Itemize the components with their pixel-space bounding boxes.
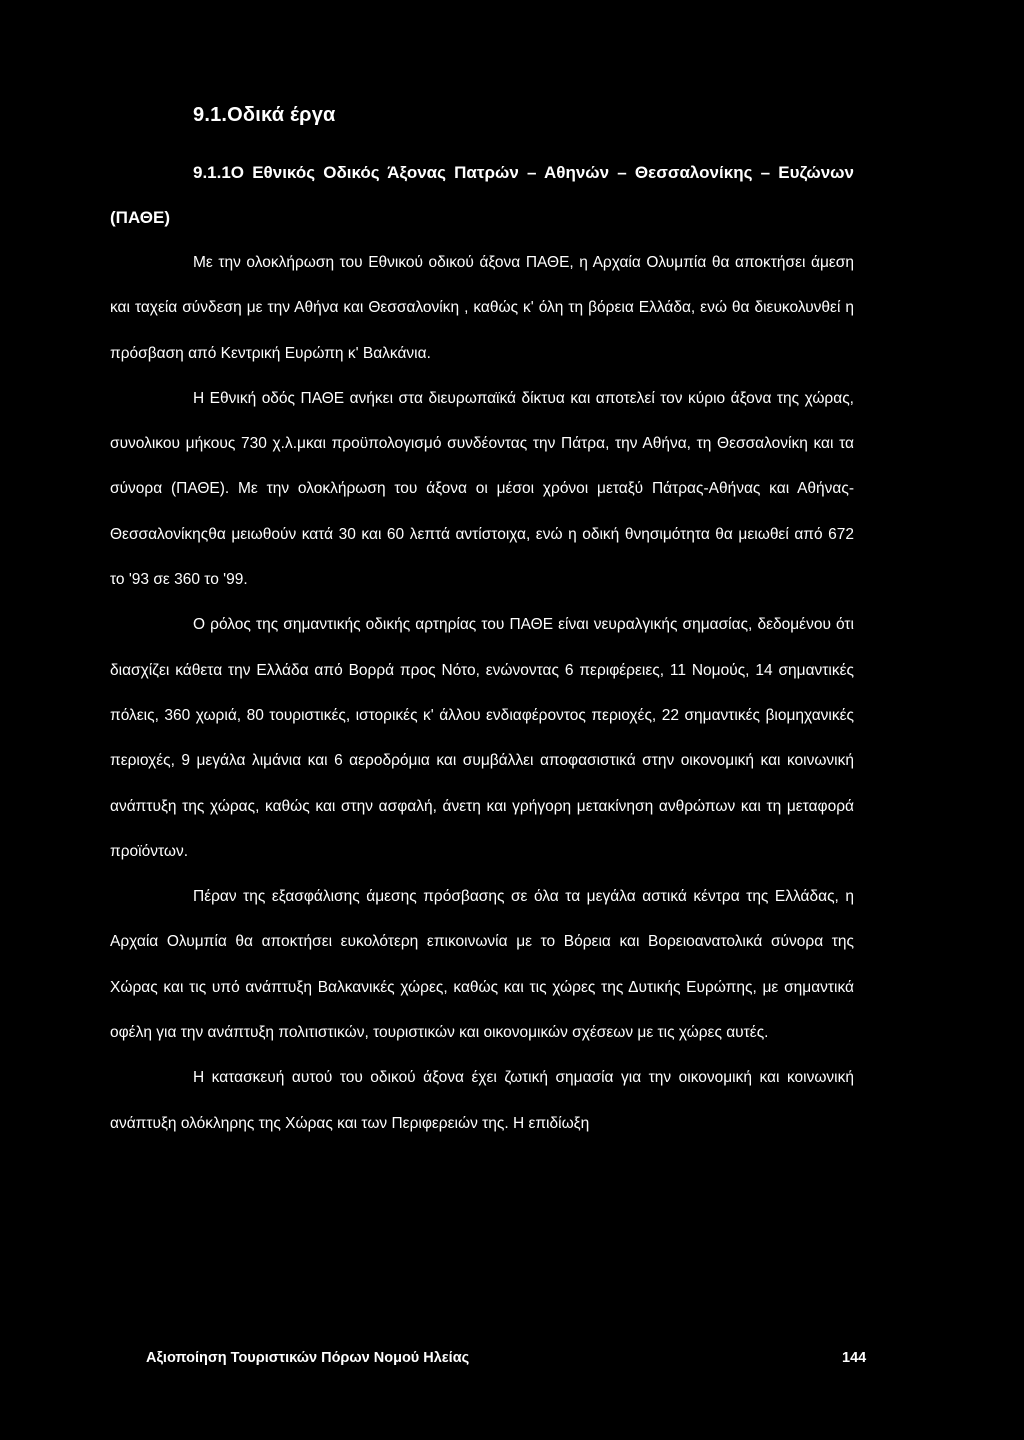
paragraph-1: Με την ολοκλήρωση του Εθνικού οδικού άξονα ΠΑΘΕ, η Αρχαία Ολυμπία θα αποκτήσει άμεση και ταχεία σύνδεση με την Αθήνα και Θεσσαλονίκη , καθώς κ' όλη τη βόρεια Ελλάδα, ενώ θα διευκολυνθεί η πρόσβαση από Κεντρική Ευρώπη κ' Βαλκάνια. bbox=[110, 254, 854, 362]
paragraph-4: Πέραν της εξασφάλισης άμεσης πρόσβασης σε όλα τα μεγάλα αστικά κέντρα της Ελλάδας, η Αρχαία Ολυμπία θα αποκτήσει ευκολότερη επικοινωνία με το Βόρεια και Βορειοανατολικά σύνορα της Χώρας και τις υπό ανάπτυξη Βαλκανικές χώρες, καθώς και τις χώρες της Δυτικής Ευρώπης, με σημαντικά οφέλη για την ανάπτυξη πολιτιστικών, τουριστικών και οικονομικών σχέσεων με τις χώρες αυτές. bbox=[110, 888, 854, 1042]
footer-title: Αξιοποίηση Τουριστικών Πόρων Νομού Ηλείας bbox=[146, 1350, 470, 1366]
paragraph-3: Ο ρόλος της σημαντικής οδικής αρτηρίας του ΠΑΘΕ είναι νευραλγικής σημασίας, δεδομένου ότι διασχίζει κάθετα την Ελλάδα από Βορρά προς Νότο, ενώνοντας 6 περιφέρειες, 11 Νομούς, 14 σημαντικές πόλεις, 360 χωριά, 80 τουριστικές, ιστορικές κ' άλλου ενδιαφέροντος περιοχές, 22 σημαντικές βιομηχανικές περιοχές, 9 μεγάλα λιμάνια και 6 αεροδρόμια και συμβάλλει αποφασιστικά στην οικονομική και κοινωνική ανάπτυξη της χώρας, καθώς και στην ασφαλή, άνετη και γρήγορη μετακίνηση ανθρώπων και τη μεταφορά προϊόντων. bbox=[110, 616, 854, 860]
document-body bbox=[110, 150, 854, 1146]
paragraph-5: Η κατασκευή αυτού του οδικού άξονα έχει ζωτική σημασία για την οικονομική και κοινωνική ανάπτυξη ολόκληρης της Χώρας και των Περιφερειών της. Η επιδίωξη bbox=[110, 1069, 854, 1132]
page-number: 144 bbox=[842, 1350, 867, 1366]
paragraph-2: Η Εθνική οδός ΠΑΘΕ ανήκει στα διευρωπαϊκά δίκτυα και αποτελεί τον κύριο άξονα της χώρας, συνολικου μήκους 730 χ.λ.μκαι προϋπολογισμό συνδέοντας την Πάτρα, την Αθήνα, τη Θεσσαλονίκη και τα σύνορα (ΠΑΘΕ). Με την ολοκλήρωση του άξονα οι μέσοι χρόνοι μεταξύ Πάτρας-Αθήνας και Αθήνας-Θεσσαλονίκηςθα μειωθούν κατά 30 και 60 λεπτά αντίστοιχα, ενώ η οδική θνησιμότητα θα μειωθεί από 672 το '93 σε 360 το '99. bbox=[110, 389, 854, 589]
subsection-heading: 9.1.1Ο Εθνικός Οδικός Άξονας Πατρών – Αθηνών – Θεσσαλονίκης – Ευζώνων (ΠΑΘΕ) bbox=[110, 163, 854, 227]
section-title: 9.1.Οδικά έργα bbox=[193, 104, 336, 126]
